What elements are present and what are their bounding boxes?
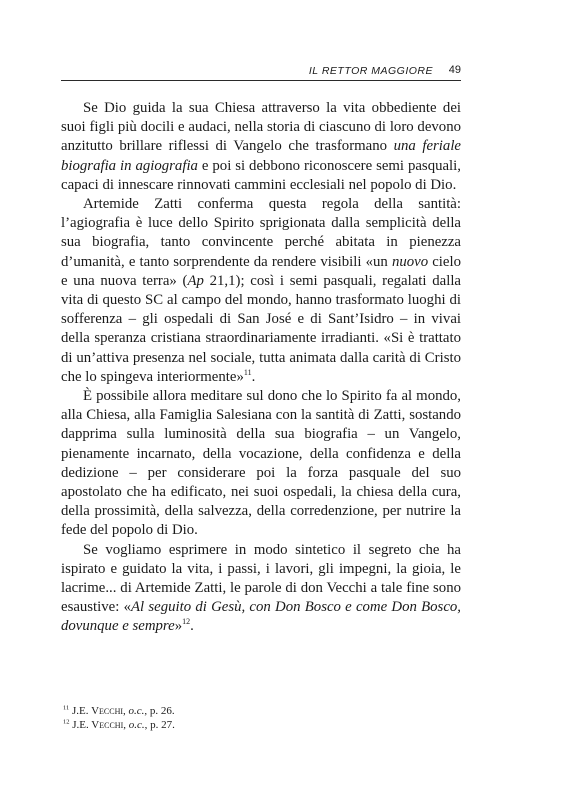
- page-number: 49: [448, 64, 461, 76]
- text-run: e poi si debbono riconoscere semi pasquali, capaci di innescare rinnovati cammini ecclesiali nel popolo di Dio.: [61, 157, 461, 193]
- footnote-ref: o.c.: [128, 705, 145, 717]
- paragraph-4: [61, 541, 461, 637]
- italic-run: Al seguito di Gesù, con Don Bosco e come Don Bosco, dovunque e sempre: [61, 599, 461, 635]
- footnote-page: , p. 27.: [144, 719, 175, 731]
- text-run: .: [251, 368, 256, 385]
- text-run: Artemide Zatti conferma questa regola della santità: l’agiografia è luce dello Spirito sprigionata dalla semplicità della sua biografia, tanto convincente perché abitata in pienezza d’umanità, e tanto sorprendente da rendere visibili «un: [61, 196, 461, 270]
- text-run: cielo e una nuova terra» (: [61, 253, 461, 289]
- footnote-page: , p. 26.: [144, 705, 175, 717]
- header-rule: [61, 80, 461, 81]
- footnote-number: 12: [63, 718, 70, 726]
- paragraph-1: [61, 99, 461, 195]
- text-run: »: [174, 618, 183, 635]
- footnote-author: J.E. Vecchi: [72, 705, 124, 717]
- text-run: Se vogliamo esprimere in modo sintetico il segreto che ha ispirato e guidato la vita, i passi, i lavori, gli impegni, la gioia, le lacrime... di Artemide Zatti, le parole di don Vecchi a tale fine sono esaustive: «: [61, 541, 461, 616]
- running-head: [61, 62, 461, 82]
- italic-run: Ap: [187, 272, 204, 289]
- footnote-author: J.E. Vecchi: [72, 719, 124, 731]
- footnote-number: 11: [63, 704, 70, 712]
- footnote-11: $^{11}$ J.E. Vecchi, o.c., p. 26.: [63, 704, 175, 717]
- italic-run: nuovo: [391, 253, 429, 270]
- italic-run: una feriale biografia in agiografia: [61, 138, 461, 174]
- text-run: 21,1); così i semi pasquali, regalati dalla vita di questo SC al campo del mondo, hanno trasformato luoghi di sofferenza – gli ospedali di San José e di Sant’Isidro – in vivai della speranza cristiana straordinariamente irradianti. «Si è trattato di un’attiva presenza nel sociale, tutta animata dalla carità di Cristo che lo spingeva interiormente»: [61, 272, 461, 385]
- footnote-marker: 12: [182, 617, 191, 627]
- footnotes: [61, 704, 461, 732]
- footnote-ref: o.c.: [128, 719, 145, 731]
- footnote-12: $^{12}$ J.E. Vecchi, o.c., p. 27.: [63, 718, 175, 731]
- running-title: IL RETTOR MAGGIORE: [308, 65, 433, 77]
- text-run: .: [190, 618, 194, 635]
- footnote-marker: 11: [243, 367, 252, 377]
- body-text: [61, 99, 461, 637]
- paragraph-2: [61, 195, 461, 387]
- text-run: Se Dio guida la sua Chiesa attraverso la vita obbediente dei suoi figli più docili e audaci, nella storia di ciascuno di loro devono anzitutto brillare riflessi di Vangelo che trasformano: [61, 100, 461, 155]
- paragraph-3: È possibile allora meditare sul dono che lo Spirito fa al mondo, alla Chiesa, alla Famiglia Salesiana con la santità di Zatti, sostando dapprima sulla luminosità della sua biografia – un Vangelo, pienamente incarnato, della vocazione, della confidenza e della dedizione – per considerare poi la forza pasquale del suo apostolato che ha edificato, nei suoi ospedali, la chiesa della cura, della prossimità, della salvezza, della corredenzione, per nutrire la fede del popolo di Dio.: [61, 388, 461, 539]
